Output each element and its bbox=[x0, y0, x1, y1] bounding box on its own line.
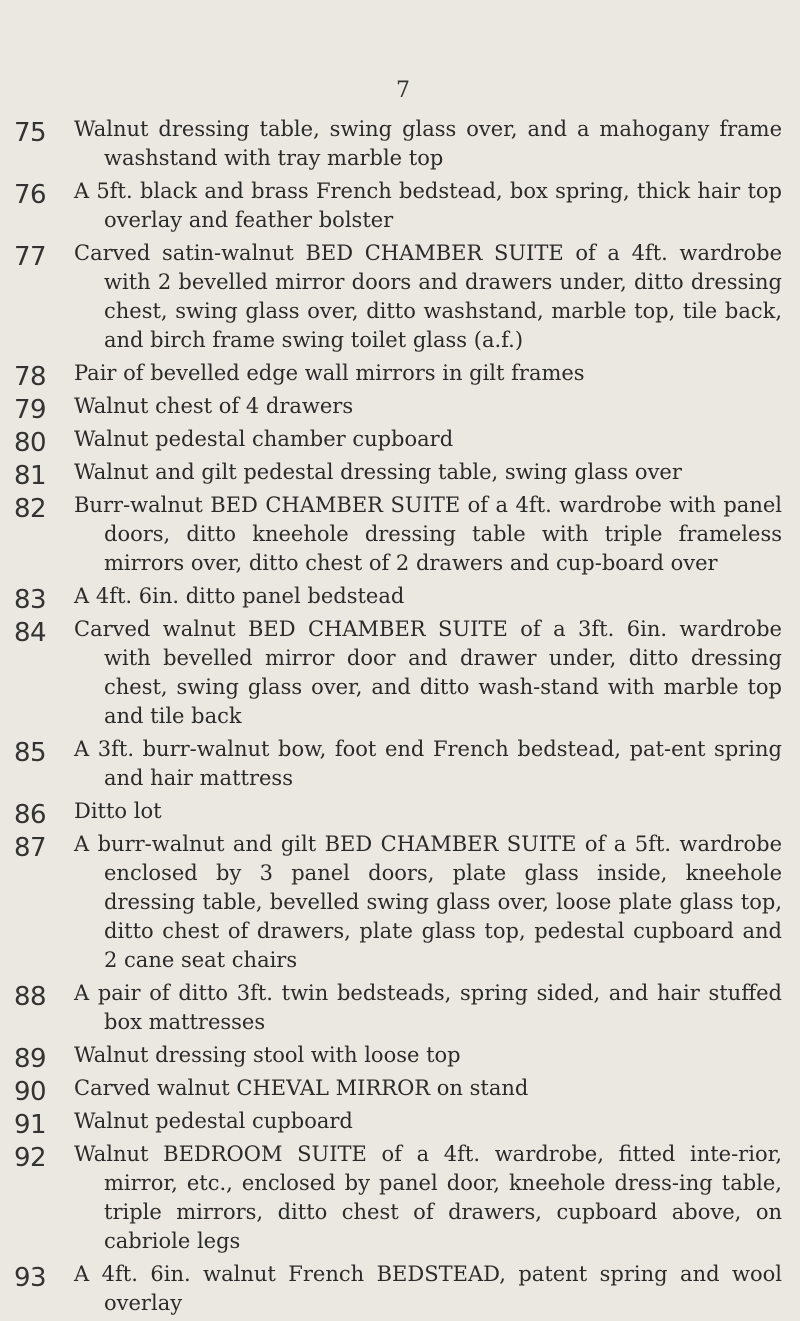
lot-description: Walnut pedestal cupboard bbox=[74, 1109, 353, 1133]
lot-description: Carved walnut BED CHAMBER SUITE of a 3ft. 6in. wardrobe with bevelled mirror door and drawer under, ditto dressing chest, swing glass over, and ditto wash-stand with marble top and tile back bbox=[74, 617, 782, 728]
lot-item bbox=[0, 176, 800, 238]
lot-description: A 5ft. black and brass French bedstead, box spring, thick hair top overlay and feather bolster bbox=[74, 179, 782, 232]
lot-item bbox=[0, 614, 800, 734]
lot-description: Walnut dressing stool with loose top bbox=[74, 1043, 461, 1067]
lot-number: 89 bbox=[14, 1044, 47, 1074]
lot-description: Walnut chest of 4 drawers bbox=[74, 394, 354, 418]
lot-number: 90 bbox=[14, 1077, 47, 1107]
lot-item bbox=[0, 1040, 800, 1073]
lot-number: 86 bbox=[14, 800, 47, 830]
lot-description: A 3ft. burr-walnut bow, foot end French bedstead, pat-ent spring and hair mattress bbox=[74, 737, 782, 790]
lot-item bbox=[0, 490, 800, 581]
lot-number: 93 bbox=[14, 1263, 47, 1293]
lot-description: A 4ft. 6in. walnut French BEDSTEAD, patent spring and wool overlay bbox=[74, 1262, 782, 1315]
lot-number: 91 bbox=[14, 1110, 47, 1140]
lot-number: 80 bbox=[14, 428, 47, 458]
lot-number: 79 bbox=[14, 395, 47, 425]
lot-description: Carved satin-walnut BED CHAMBER SUITE of a 4ft. wardrobe with 2 bevelled mirror doors and drawers under, ditto dressing chest, swing glass over, ditto washstand, marble top, tile back, and birch frame swing toilet glass (a.f.) bbox=[74, 241, 782, 352]
lot-number: 84 bbox=[14, 618, 47, 648]
lot-number: 81 bbox=[14, 461, 47, 491]
lot-item bbox=[0, 581, 800, 614]
lot-number: 77 bbox=[14, 242, 47, 272]
lot-item bbox=[0, 796, 800, 829]
lot-number: 83 bbox=[14, 585, 47, 615]
lot-description: A 4ft. 6in. ditto panel bedstead bbox=[74, 584, 405, 608]
lot-item bbox=[0, 1106, 800, 1139]
lot-number: 92 bbox=[14, 1143, 47, 1173]
lot-description: A burr-walnut and gilt BED CHAMBER SUITE of a 5ft. wardrobe enclosed by 3 panel doors, plate glass inside, kneehole dressing table, bevelled swing glass over, loose plate glass top, ditto chest of drawers, plate glass top, pedestal cupboard and 2 cane seat chairs bbox=[74, 832, 782, 972]
lot-item bbox=[0, 391, 800, 424]
lot-item bbox=[0, 238, 800, 358]
lot-item bbox=[0, 829, 800, 978]
lot-item bbox=[0, 457, 800, 490]
lot-number: 75 bbox=[14, 118, 47, 148]
lot-number: 78 bbox=[14, 362, 47, 392]
page-mark: 7 bbox=[396, 78, 410, 103]
lot-number: 82 bbox=[14, 494, 47, 524]
lot-description: Walnut BEDROOM SUITE of a 4ft. wardrobe, fitted inte-rior, mirror, etc., enclosed by panel door, kneehole dress-ing table, triple mirrors, ditto chest of drawers, cupboard above, on cabriole legs bbox=[74, 1142, 782, 1253]
lot-description: Pair of bevelled edge wall mirrors in gilt frames bbox=[74, 361, 585, 385]
lot-number: 88 bbox=[14, 982, 47, 1012]
lot-item bbox=[0, 734, 800, 796]
lot-number: 76 bbox=[14, 180, 47, 210]
lot-description: Walnut and gilt pedestal dressing table, swing glass over bbox=[74, 460, 682, 484]
lot-item bbox=[0, 358, 800, 391]
lot-item bbox=[0, 1259, 800, 1321]
lot-item bbox=[0, 1139, 800, 1259]
lot-description: A pair of ditto 3ft. twin bedsteads, spring sided, and hair stuffed box mattresses bbox=[74, 981, 782, 1034]
lot-description: Burr-walnut BED CHAMBER SUITE of a 4ft. wardrobe with panel doors, ditto kneehole dressing table with triple frameless mirrors over, ditto chest of 2 drawers and cup-board over bbox=[74, 493, 782, 575]
lot-description: Carved walnut CHEVAL MIRROR on stand bbox=[74, 1076, 529, 1100]
lot-item bbox=[0, 114, 800, 176]
lot-list bbox=[0, 114, 800, 1321]
lot-number: 85 bbox=[14, 738, 47, 768]
lot-item bbox=[0, 424, 800, 457]
lot-item bbox=[0, 978, 800, 1040]
lot-description: Walnut dressing table, swing glass over, and a mahogany frame washstand with tray marble top bbox=[74, 117, 782, 170]
lot-item bbox=[0, 1073, 800, 1106]
lot-description: Ditto lot bbox=[74, 799, 162, 823]
lot-description: Walnut pedestal chamber cupboard bbox=[74, 427, 454, 451]
lot-number: 87 bbox=[14, 833, 47, 863]
